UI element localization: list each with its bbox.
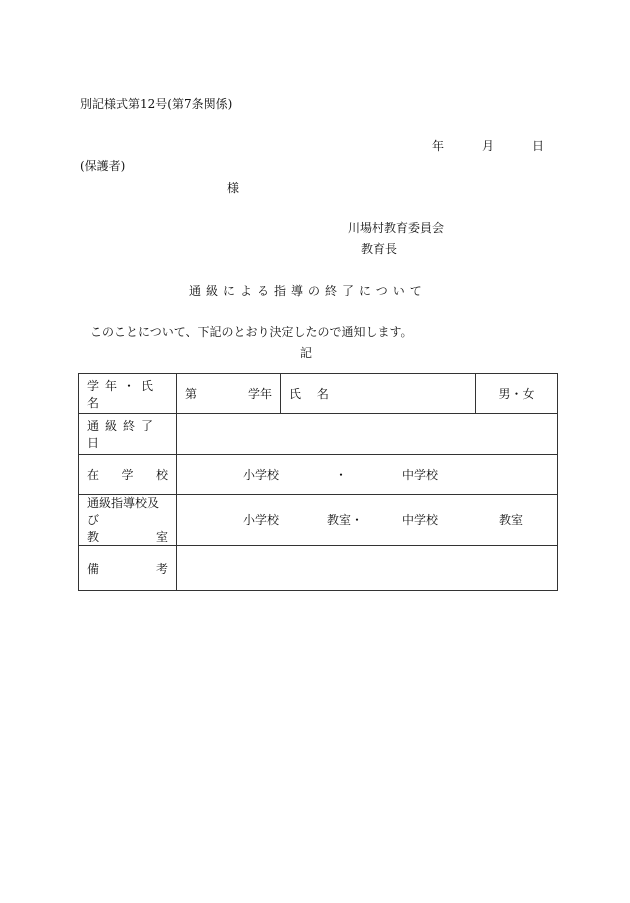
- date-year: 年: [432, 139, 445, 153]
- recipient-honorific: 様: [227, 181, 240, 195]
- table-row-grade-name: [79, 374, 558, 414]
- sex-cell[interactable]: [476, 374, 558, 414]
- label-remarks-b: 考: [155, 561, 168, 576]
- recipient-label: (保護者): [80, 159, 126, 173]
- label-guidance-line2-b: 室: [155, 529, 168, 544]
- label-guidance-line2-a: 教: [87, 529, 100, 544]
- guidance-elementary: 小学校: [243, 513, 280, 528]
- date-month: 月: [481, 139, 494, 153]
- label-guidance-school: [79, 495, 177, 546]
- label-end-date: [79, 414, 177, 455]
- label-guidance-line1: 通級指導校及び: [87, 496, 160, 527]
- guidance-school-cell[interactable]: [177, 495, 558, 546]
- table-row-end-date: [79, 414, 558, 455]
- form-table: [78, 373, 558, 591]
- body-text: このことについて、下記のとおり決定したので通知します。: [90, 325, 413, 339]
- school-cell[interactable]: [177, 455, 558, 495]
- school-junior-high: 中学校: [402, 467, 439, 482]
- sender-organization: 川場村教育委員会: [348, 221, 445, 235]
- label-end-date-text: 通級終了日: [87, 419, 160, 450]
- label-remarks: [79, 546, 177, 591]
- grade-cell[interactable]: [177, 374, 281, 414]
- end-date-cell[interactable]: [177, 414, 558, 455]
- remarks-cell[interactable]: [177, 546, 558, 591]
- sender-title: 教育長: [361, 242, 398, 256]
- table-row-school: [79, 455, 558, 495]
- label-school-part2: 学: [121, 468, 134, 482]
- grade-suffix: 学年: [247, 387, 272, 401]
- school-elementary: 小学校: [243, 467, 280, 482]
- label-school-part3: 校: [155, 468, 168, 482]
- date-day: 日: [531, 139, 544, 153]
- guidance-classroom-1: 教室・: [327, 513, 364, 528]
- ki-marker: 記: [300, 346, 313, 360]
- label-school-part1: 在: [87, 468, 100, 482]
- guidance-classroom-2: 教室: [499, 513, 524, 528]
- name-cell[interactable]: [281, 374, 476, 414]
- guidance-junior-high: 中学校: [402, 513, 439, 528]
- label-school: [79, 455, 177, 495]
- label-grade-name: [79, 374, 177, 414]
- form-number: 別記様式第12号(第7条関係): [80, 97, 233, 111]
- school-separator: ・: [335, 467, 348, 482]
- label-grade-name-text: 学年・氏名: [87, 378, 160, 410]
- label-remarks-a: 備: [87, 561, 100, 576]
- table-row-guidance-school: [79, 495, 558, 546]
- document-title: 通級による指導の終了について: [189, 284, 427, 298]
- grade-prefix: 第: [185, 387, 198, 401]
- date-line: [432, 140, 544, 152]
- sex-options: 男・女: [498, 387, 535, 401]
- name-label: 氏 名: [289, 387, 335, 401]
- table-row-remarks: [79, 546, 558, 591]
